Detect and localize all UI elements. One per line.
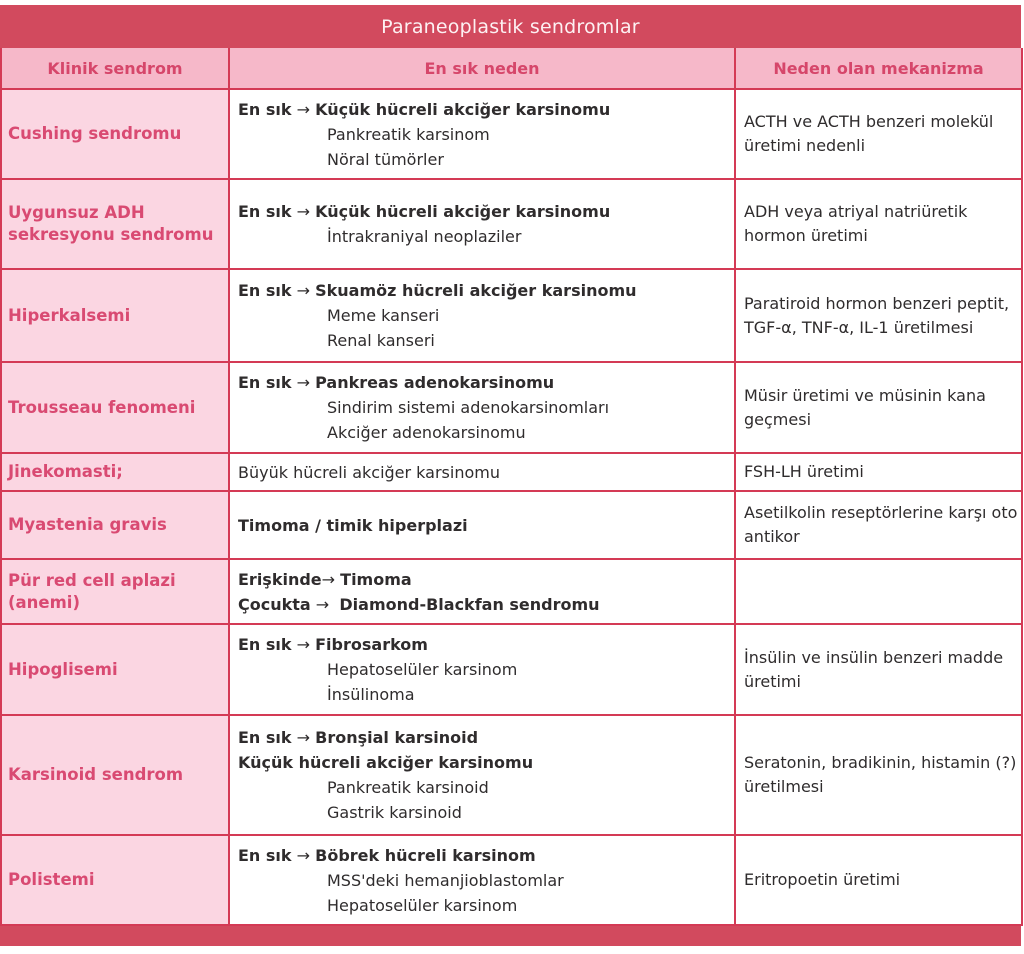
cause-line: MSS'deki hemanjioblastomlar: [327, 870, 564, 890]
arrow-icon: →: [310, 594, 340, 614]
cause-cell: [229, 835, 735, 925]
header-mechanism: Neden olan mekanizma: [735, 48, 1022, 89]
cause-prefix: En sık: [238, 635, 292, 654]
syndrome-cell: Trousseau fenomeni: [1, 362, 229, 453]
cause-main: Bronşial karsinoid: [315, 728, 479, 747]
cause-line: Renal kanseri: [327, 331, 435, 350]
table-row: [1, 453, 1022, 491]
cause-cell: [229, 89, 735, 179]
cause-main: Küçük hücreli akciğer karsinomu: [315, 99, 611, 119]
cause-main: Fibrosarkom: [315, 635, 428, 654]
cause-prefix: En sık: [238, 99, 292, 119]
arrow-icon: →: [291, 845, 316, 865]
table-row: [1, 624, 1022, 715]
header-row: [1, 48, 1022, 89]
cause-prefix: En sık: [238, 202, 292, 221]
mechanism-cell: Eritropoetin üretimi: [735, 835, 1022, 925]
cause-main: Böbrek hücreli karsinom: [315, 845, 536, 865]
table-row: [1, 362, 1022, 453]
cause-line: Meme kanseri: [327, 306, 440, 325]
table-row: [1, 179, 1022, 269]
cause-main: Skuamöz hücreli akciğer karsinomu: [315, 281, 637, 300]
cause-cell: [229, 491, 735, 559]
table-row: [1, 491, 1022, 559]
syndromes-table: [0, 48, 1023, 926]
cause-cell: [229, 179, 735, 269]
syndrome-cell: Myastenia gravis: [1, 491, 229, 559]
cause-line: Pankreatik karsinom: [327, 124, 490, 144]
cause-main: Küçük hücreli akciğer karsinomu: [315, 202, 611, 221]
cause-line: Hepatoselüler karsinom: [327, 895, 518, 915]
mechanism-cell: [735, 559, 1022, 624]
mechanism-cell: Asetilkolin reseptörlerine karşı oto antikor: [735, 491, 1022, 559]
table-title: Paraneoplastik sendromlar: [0, 5, 1021, 48]
cause-line: İnsülinoma: [327, 685, 415, 704]
cause-line: [238, 567, 734, 592]
arrow-icon: →: [291, 373, 316, 392]
syndrome-cell: Hipoglisemi: [1, 624, 229, 715]
cause-line: [238, 843, 734, 868]
header-syndrome: Klinik sendrom: [1, 48, 229, 89]
cause-main: Diamond-Blackfan sendromu: [339, 594, 600, 614]
cause-line: Timoma / timik hiperplazi: [238, 515, 468, 535]
cause-line: Hepatoselüler karsinom: [327, 660, 518, 679]
cause-cell: [229, 453, 735, 491]
cause-line: Küçük hücreli akciğer karsinomu: [238, 753, 534, 772]
cause-line: [238, 370, 734, 395]
mechanism-cell: Seratonin, bradikinin, histamin (?) üretilmesi: [735, 715, 1022, 835]
cause-line: [238, 97, 734, 122]
mechanism-cell: Paratiroid hormon benzeri peptit, TGF-α, TNF-α, IL-1 üretilmesi: [735, 269, 1022, 362]
table-row: [1, 715, 1022, 835]
cause-prefix: Çocukta: [238, 594, 311, 614]
cause-line: Büyük hücreli akciğer karsinomu: [238, 462, 500, 482]
cause-line: Gastrik karsinoid: [327, 803, 462, 822]
mechanism-cell: ADH veya atriyal natriüretik hormon üretimi: [735, 179, 1022, 269]
cause-line: Sindirim sistemi adenokarsinomları: [327, 398, 610, 417]
syndrome-cell: Jinekomasti;: [1, 453, 229, 491]
mechanism-cell: Müsir üretimi ve müsinin kana geçmesi: [735, 362, 1022, 453]
cause-line: [238, 725, 734, 750]
syndrome-cell: Karsinoid sendrom: [1, 715, 229, 835]
mechanism-cell: İnsülin ve insülin benzeri madde üretimi: [735, 624, 1022, 715]
mechanism-cell: ACTH ve ACTH benzeri molekül üretimi nedenli: [735, 89, 1022, 179]
paraneoplastic-table-figure: [0, 5, 1021, 946]
cause-prefix: Erişkinde: [238, 569, 322, 589]
arrow-icon: →: [291, 99, 316, 119]
cause-line: [238, 199, 734, 224]
cause-cell: [229, 624, 735, 715]
cause-prefix: En sık: [238, 728, 292, 747]
syndrome-cell: Uygunsuz ADH sekresyonu sendromu: [1, 179, 229, 269]
table-row: [1, 89, 1022, 179]
cause-line: Nöral tümörler: [327, 149, 444, 169]
table-row: [1, 835, 1022, 925]
cause-main: Pankreas adenokarsinomu: [315, 373, 555, 392]
cause-line: [238, 632, 734, 657]
table-row: [1, 269, 1022, 362]
mechanism-cell: FSH-LH üretimi: [735, 453, 1022, 491]
arrow-icon: →: [291, 202, 316, 221]
cause-line: Akciğer adenokarsinomu: [327, 423, 526, 442]
cause-line: Pankreatik karsinoid: [327, 778, 489, 797]
cause-cell: [229, 559, 735, 624]
arrow-icon: →: [291, 635, 316, 654]
cause-line: İntrakraniyal neoplaziler: [327, 227, 522, 246]
arrow-icon: →: [291, 281, 316, 300]
arrow-icon: →: [291, 728, 316, 747]
syndrome-cell: Pür red cell aplazi (anemi): [1, 559, 229, 624]
cause-prefix: En sık: [238, 373, 292, 392]
cause-line: [238, 592, 734, 617]
arrow-icon: →: [321, 569, 341, 589]
syndrome-cell: Cushing sendromu: [1, 89, 229, 179]
syndrome-cell: Hiperkalsemi: [1, 269, 229, 362]
cause-main: Timoma: [340, 569, 412, 589]
header-cause: En sık neden: [229, 48, 735, 89]
table-row: [1, 559, 1022, 624]
cause-line: [238, 278, 734, 303]
cause-prefix: En sık: [238, 845, 292, 865]
footer-bar: [0, 926, 1021, 946]
cause-prefix: En sık: [238, 281, 292, 300]
cause-cell: [229, 715, 735, 835]
cause-cell: [229, 362, 735, 453]
syndrome-cell: Polistemi: [1, 835, 229, 925]
cause-cell: [229, 269, 735, 362]
